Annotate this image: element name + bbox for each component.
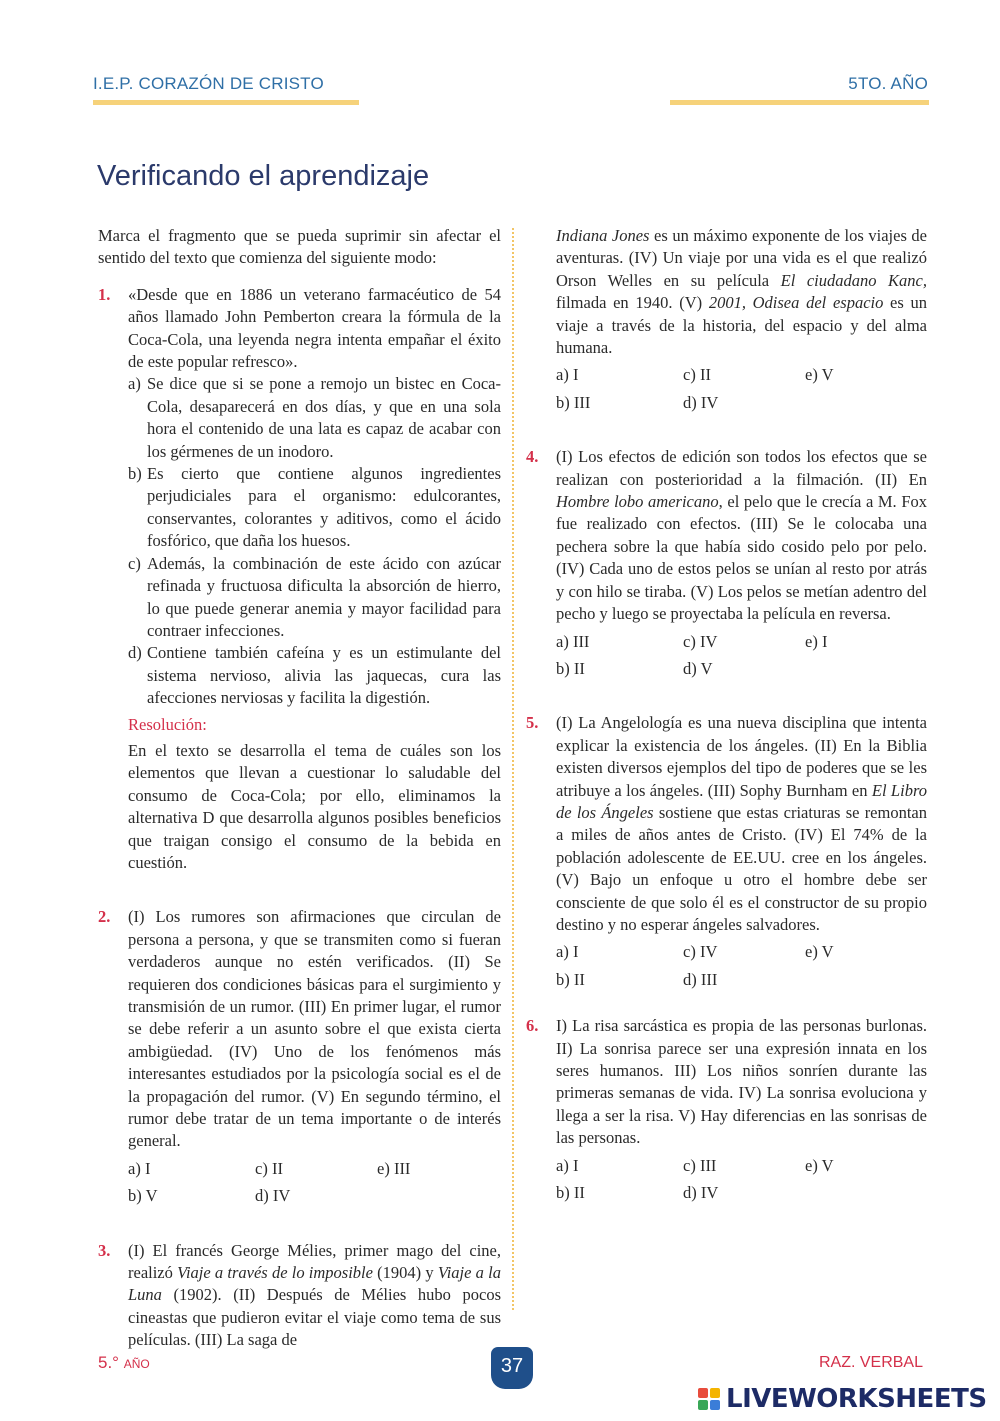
question-number: 3.: [98, 1240, 111, 1260]
column-divider: [512, 228, 514, 1310]
answer-b[interactable]: b) V: [128, 1186, 158, 1206]
option-letter: c): [128, 553, 141, 573]
question-text: (I) Los efectos de edición son todos los efectos que se realizan con posterioridad a la filmación. (II) En Hombre lobo americano, el pelo que le crecía a M. Fox fue realizado con efectos. (III) Se le colocaba una pechera sobre la que había sido cosido pelo por pelo. (IV) Cada uno de estos pelos se unían al resto por atrás y con hilo se tiraba. (V) Los pelos se metían adentro del pecho y luego se proyectaba la película en reversa.: [556, 447, 927, 624]
option-letter: b): [128, 464, 142, 484]
question-3: [98, 1240, 501, 1352]
answer-options: [556, 1155, 927, 1205]
answer-e[interactable]: e) I: [805, 631, 828, 651]
logo-block: [698, 1388, 708, 1398]
question-1: [98, 284, 501, 875]
answer-a[interactable]: a) I: [556, 365, 579, 385]
answer-a[interactable]: a) I: [556, 942, 579, 962]
logo-block: [710, 1388, 720, 1398]
option-text: Se dice que si se pone a remojo un bistec en Coca-Cola, desaparecerá en dos días, y que en una sola hora el contenido de una lata es capaz de acabar con los gérmenes de un inodoro.: [147, 374, 501, 461]
answer-options: [556, 631, 927, 681]
logo-block: [698, 1400, 708, 1410]
question-text-continued: Indiana Jones es un máximo exponente de los viajes de aventuras. (IV) Un viaje por una vida es el que realizó Orson Welles en su película El ciudadano Kanc, filmada en 1940. (V) 2001, Odisea del espacio es un viaje a través de la historia, del espacio y del alma humana.: [556, 226, 928, 358]
resolution-text: En el texto se desarrolla el tema de cuáles son los elementos que llevan a cuestionar lo saludable del consumo de Coca-Cola; por ello, eliminamos la alternativa D que desarrolla algunos posibles beneficios que traigan consigo el consumo de la bebida en cuestión.: [128, 740, 501, 872]
logo-text: LIVEWORKSHEETS: [726, 1384, 987, 1414]
answer-options: [128, 1158, 501, 1208]
answer-d[interactable]: d) IV: [683, 1183, 719, 1203]
option-letter: a): [128, 374, 141, 394]
grade-label: 5TO. AÑO: [848, 74, 928, 93]
answer-a[interactable]: a) I: [556, 1155, 579, 1175]
question-5: [526, 712, 927, 991]
option-text: Contiene también cafeína y es un estimulante del sistema nervioso, alivia las jaquecas, cura las afecciones nerviosas y facilita la digestión.: [147, 643, 501, 708]
answer-b[interactable]: b) II: [556, 658, 585, 678]
logo-blocks-icon: [698, 1388, 720, 1410]
liveworksheets-logo[interactable]: [698, 1384, 987, 1414]
answer-options: [556, 941, 927, 991]
question-2: [98, 906, 501, 1207]
question-number: 6.: [526, 1016, 539, 1036]
footer-grade: 5.° AÑO: [98, 1353, 150, 1372]
question-6: [526, 1015, 927, 1204]
question-4: [526, 446, 927, 680]
answer-e[interactable]: e) V: [805, 942, 834, 962]
answer-a[interactable]: a) I: [128, 1158, 151, 1178]
answer-b[interactable]: b) III: [556, 392, 591, 412]
page-title: Verificando el aprendizaje: [97, 160, 430, 192]
answer-d[interactable]: d) IV: [255, 1186, 291, 1206]
answer-a[interactable]: a) III: [556, 631, 590, 651]
question-text: (I) La Angelología es una nueva disciplina que intenta explicar la existencia de los ángeles. (II) En la Biblia existen diversos ejemplos del tipo de poderes que se les atribuye a los ángeles. (III) Sophy Burnham en El Libro de los Ángeles sostiene que estas criaturas se remontan a miles de años antes de Cristo. (IV) El 74% de la población adolescente de EE.UU. cree en los ángeles. (V) Bajo un enfoque u otro el hombre debe ser consciente de que solo él es el constructor de su propio destino y no esperar ángeles salvadores.: [556, 713, 928, 934]
option-text: Además, la combinación de este ácido con azúcar refinada y fructuosa dificulta la absorción de hierro, lo que puede generar anemia y mayor facilidad para contraer infecciones.: [147, 553, 501, 640]
answer-c[interactable]: c) IV: [683, 631, 718, 651]
option-letter: d): [128, 643, 142, 663]
answer-options: [556, 364, 927, 414]
answer-e[interactable]: e) V: [805, 1155, 834, 1175]
answer-d[interactable]: d) V: [683, 658, 713, 678]
question-number: 5.: [526, 713, 539, 733]
option-c: [128, 553, 501, 643]
resolution-label: Resolución:: [128, 714, 207, 734]
page-number: 37: [491, 1347, 533, 1389]
answer-c[interactable]: c) II: [683, 365, 711, 385]
answer-c[interactable]: c) III: [683, 1155, 717, 1175]
question-text: (I) Los rumores son afirmaciones que circulan de persona a persona, y que se transmiten como si fueran verdaderos aunque no estén verificados. (II) Se requieren dos condiciones básicas para el surgimiento y transmisión de un rumor. (III) En primer lugar, el rumor se debe referir a un asunto sobre el que exista cierta ambigüedad. (IV) Uno de los fenómenos más interesantes estudiados por la psicología social es el de la propagación del rumor. (V) En segundo término, el rumor debe tratar de un tema importante o de interés general.: [128, 907, 501, 1151]
answer-c[interactable]: c) IV: [683, 942, 718, 962]
option-text: Es cierto que contiene algunos ingredientes perjudiciales para el organismo: edulcorantes, conservantes, colorantes y aditivos, como el ácido fosfórico, que daña los huesos.: [147, 464, 501, 551]
answer-d[interactable]: d) III: [683, 969, 718, 989]
question-text-start: (I) El francés George Mélies, primer mago del cine, realizó Viaje a través de lo imposible (1904) y Viaje a la Luna (1902). (II) Después de Mélies hubo pocos cineastas que pudieron evitar el viaje como tema de sus películas. (III) La saga de: [128, 1240, 501, 1350]
question-stem: «Desde que en 1886 un veterano farmacéutico de 54 años llamado John Pemberton creara la fórmula de la Coca-Cola, una leyenda negra intenta empañar el éxito de este popular refresco».: [128, 284, 501, 372]
instructions: Marca el fragmento que se pueda suprimir sin afectar el sentido del texto que comienza del siguiente modo:: [98, 226, 501, 268]
question-number: 1.: [98, 284, 111, 304]
right-column: [526, 225, 927, 1204]
answer-e[interactable]: e) III: [377, 1158, 411, 1178]
option-b: [128, 463, 501, 553]
question-3-continued: [526, 225, 927, 414]
question-number: 4.: [526, 447, 539, 467]
header-underline-left: [93, 100, 359, 105]
answer-d[interactable]: d) IV: [683, 392, 719, 412]
answer-b[interactable]: b) II: [556, 1183, 585, 1203]
question-text: I) La risa sarcástica es propia de las personas burlonas. II) La sonrisa parece ser una expresión innata en los seres humanos. III) Los niños sonríen durante las primeras semanas de vida. IV) La sonrisa evoluciona y llega a ser la risa. V) Hay diferencias en las sonrisas de las personas.: [556, 1016, 927, 1148]
logo-block: [710, 1400, 720, 1410]
option-a: [128, 373, 501, 463]
option-d: [128, 642, 501, 709]
footer-subject: RAZ. VERBAL: [818, 1354, 923, 1371]
left-column: [98, 225, 501, 1352]
answer-b[interactable]: b) II: [556, 969, 585, 989]
question-number: 2.: [98, 907, 111, 927]
answer-e[interactable]: e) V: [805, 365, 834, 385]
school-name: I.E.P. CORAZÓN DE CRISTO: [93, 74, 324, 93]
answer-c[interactable]: c) II: [255, 1158, 283, 1178]
header-underline-right: [670, 100, 929, 105]
